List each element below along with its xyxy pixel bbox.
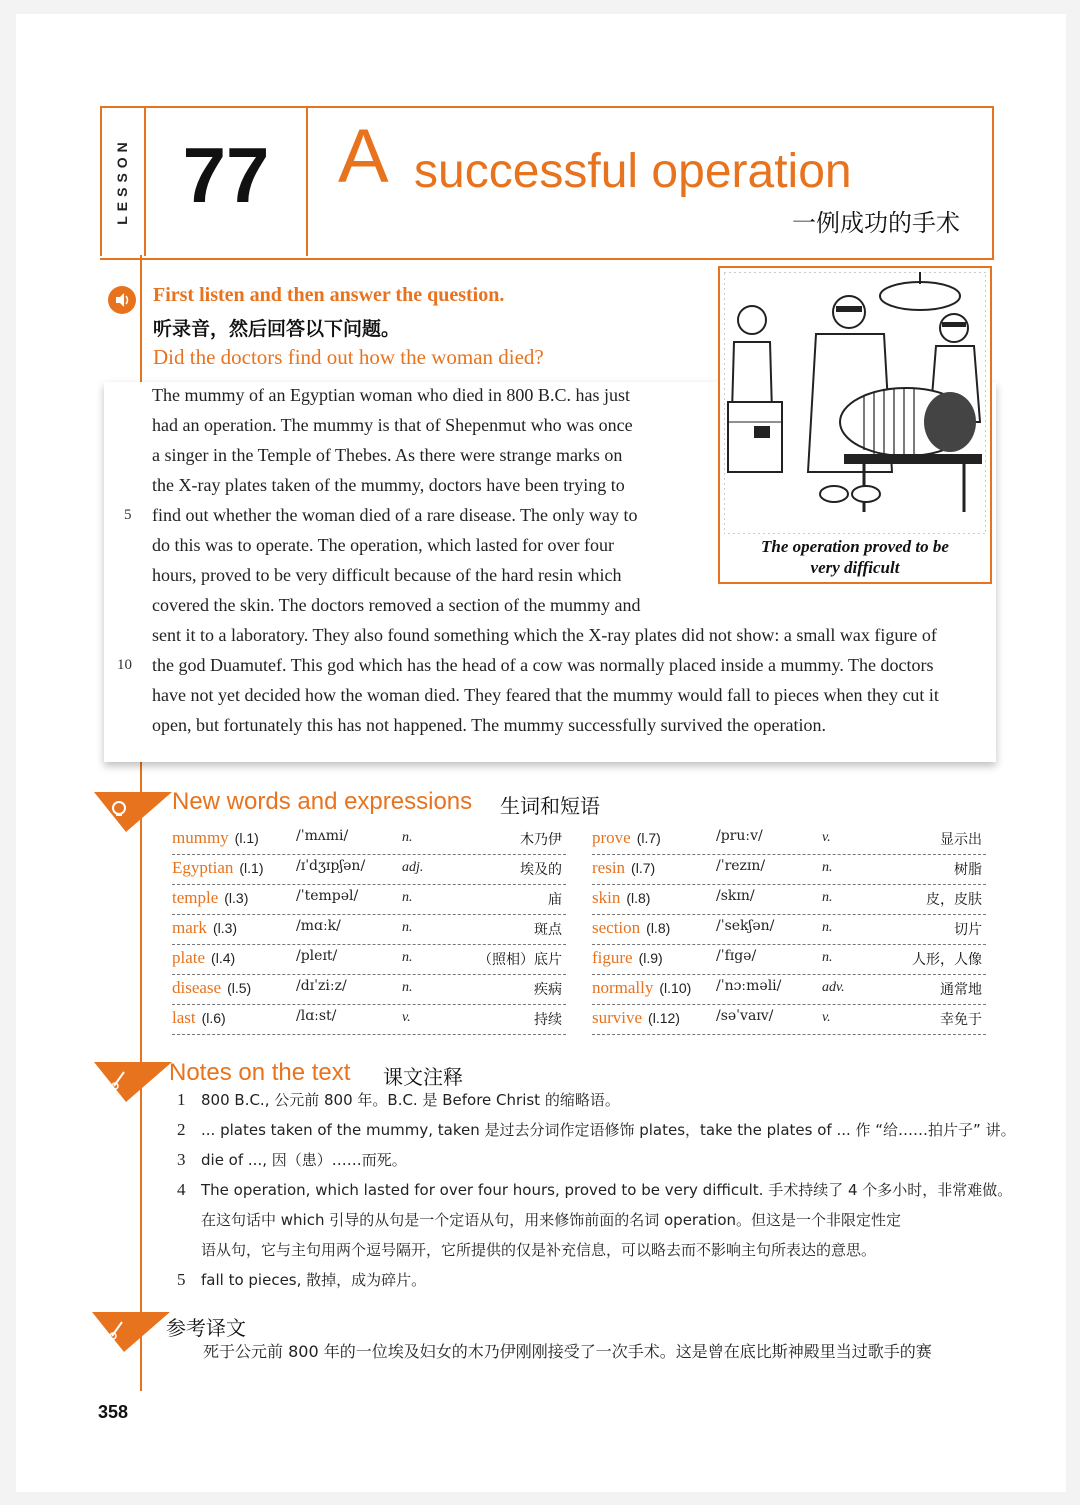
pen-nib-icon [92,1306,170,1352]
title-initial: A [338,114,389,199]
vocab-row [592,976,986,1005]
vocab-pos: n. [822,860,833,875]
vocab-word: survive (l.12) [592,1008,680,1027]
question-instruction-cn: 听录音，然后回答以下问题。 [153,318,401,340]
pen-nib-icon [94,1056,172,1102]
vocab-pos: n. [822,920,833,935]
vocab-word: last (l.6) [172,1008,226,1027]
note-item: 2 ... plates taken of the mummy, taken 是过去分词作定语修饰 plates，take the plates of ... 作 “给……拍片子” 讲。 [177,1120,1016,1139]
note-item-continuation: 语从句，它与主句用两个逗号隔开，它所提供的仅是补充信息，可以略去而不影响主句所表达的意思。 [201,1241,877,1259]
note-item: 3 die of ..., 因（患）……而死。 [177,1150,407,1169]
operation-illustration [724,272,986,534]
new-words-title-cn: 生词和短语 [500,794,600,818]
notes-title-cn: 课文注释 [383,1065,463,1089]
passage-line: The mummy of an Egyptian woman who died in 800 B.C. has just [152,385,630,405]
vocab-pos: v. [822,1010,831,1025]
vocab-word: prove (l.7) [592,828,661,847]
vocab-pos: n. [402,980,413,995]
vocab-pos: n. [822,950,833,965]
passage-line: open, but fortunately this has not happened. The mummy successfully survived the operation. [152,715,827,735]
vocab-meaning: 埃及的 [520,862,562,878]
vocab-pos: adj. [402,860,424,875]
passage-line: sent it to a laboratory. They also found something which the X-ray plates did not show: a small wax figure of [152,625,937,645]
vocab-meaning: 持续 [534,1012,562,1028]
vocab-pos: n. [402,950,413,965]
vocab-row [592,886,986,915]
line-number: 10 [117,657,132,673]
vocab-meaning: （照相）底片 [478,952,562,968]
vocab-word: skin (l.8) [592,888,651,907]
vocab-phonetic: /lɑːst/ [296,1008,337,1024]
vocab-meaning: 疾病 [534,982,562,998]
passage-line: do this was to operate. The operation, which lasted for over four [152,535,615,555]
vocab-row [172,856,566,885]
vocab-word: resin (l.7) [592,858,656,877]
audio-speaker-icon[interactable] [108,286,136,314]
passage-line: covered the skin. The doctors removed a section of the mummy and [152,595,641,615]
vocab-phonetic: /ˈtempəl/ [296,888,359,904]
vocab-word: Egyptian (l.1) [172,858,264,877]
vocab-word: mummy (l.1) [172,828,259,847]
question-text: Did the doctors find out how the woman died? [153,345,544,369]
vocab-row [172,946,566,975]
lightbulb-icon [94,786,172,832]
vocab-row [592,826,986,855]
vocab-word: figure (l.9) [592,948,663,967]
vocab-phonetic: /ɪˈdʒɪpʃən/ [296,858,366,874]
vocab-pos: n. [402,830,413,845]
translation-line: 死于公元前 800 年的一位埃及妇女的木乃伊刚刚接受了一次手术。这是曾在底比斯神殿里当过歌手的赛 [203,1342,932,1361]
vocab-word: temple (l.3) [172,888,249,907]
vocab-row [172,1006,566,1035]
vocab-row [592,1006,986,1035]
lesson-label: LESSON [114,137,130,225]
vocab-word: section (l.8) [592,918,671,937]
vocab-pos: v. [822,830,831,845]
vocab-phonetic: /ˈfɪgə/ [716,948,757,964]
vocab-word: disease (l.5) [172,978,252,997]
note-item: 4 The operation, which lasted for over four hours, proved to be very difficult. 手术持续了 4 个多小时，非常难做。 [177,1180,1013,1199]
vocab-pos: v. [402,1010,411,1025]
note-item: 1 800 B.C., 公元前 800 年。B.C. 是 Before Christ 的缩略语。 [177,1090,620,1109]
passage-line: the X-ray plates taken of the mummy, doctors have been trying to [152,475,625,495]
lesson-title-cn: 一例成功的手术 [792,209,960,237]
vocab-meaning: 幸免于 [940,1012,982,1028]
translation-title: 参考译文 [166,1316,246,1340]
line-number: 5 [124,507,132,523]
vocab-row [172,826,566,855]
notes-title: Notes on the text [169,1059,351,1086]
illustration-caption: The operation proved to be very difficult [761,537,949,577]
passage-line: had an operation. The mummy is that of Shepenmut who was once [152,415,633,435]
note-item: 5 fall to pieces, 散掉，成为碎片。 [177,1270,427,1289]
vocab-meaning: 显示出 [940,832,982,848]
vocab-phonetic: /skɪn/ [716,888,755,904]
vocab-row [592,916,986,945]
vocab-phonetic: /pruːv/ [716,828,763,844]
vocab-phonetic: /ˈnɔːməli/ [716,978,782,994]
vocab-row [172,976,566,1005]
vocab-phonetic: /ˈsekʃən/ [716,918,775,934]
vocab-phonetic: /ˈmʌmi/ [296,828,349,844]
vocab-phonetic: /səˈvaɪv/ [716,1008,774,1024]
passage-line: have not yet decided how the woman died. They feared that the mummy would fall to pieces when they cut it [152,685,939,705]
vocab-meaning: 人形，人像 [912,952,982,968]
passage-line: find out whether the woman died of a rare disease. The only way to [152,505,638,525]
vocab-row [172,886,566,915]
vocab-pos: adv. [822,980,845,995]
vocab-word: plate (l.4) [172,948,236,967]
vocab-meaning: 切片 [954,922,982,938]
vocab-meaning: 斑点 [534,922,562,938]
passage-line: a singer in the Temple of Thebes. As there were strange marks on [152,445,623,465]
passage-line: hours, proved to be very difficult because of the hard resin which [152,565,622,585]
vocab-meaning: 庙 [548,892,562,908]
vocab-pos: n. [402,920,413,935]
lesson-number: 77 [182,131,270,219]
passage-line: the god Duamutef. This god which has the head of a cow was normally placed inside a mummy. The doctors [152,655,934,675]
vocab-row [172,916,566,945]
vocab-phonetic: /ˈrezɪn/ [716,858,766,874]
header-divider [306,106,308,256]
vocab-phonetic: /pleɪt/ [296,948,338,964]
lesson-title: successful operation [414,145,852,198]
vocab-pos: n. [822,890,833,905]
vocab-meaning: 树脂 [954,862,982,878]
page-number: 358 [98,1402,129,1422]
vocab-row [592,856,986,885]
vocab-word: normally (l.10) [592,978,692,997]
vocab-meaning: 木乃伊 [520,832,562,848]
vocab-meaning: 皮，皮肤 [926,892,982,908]
vocab-meaning: 通常地 [940,982,982,998]
question-instruction: First listen and then answer the question. [153,284,505,306]
vocab-row [592,946,986,975]
vocab-phonetic: /mɑːk/ [296,918,341,934]
vocab-pos: n. [402,890,413,905]
illustration-frame [718,266,992,584]
new-words-title: New words and expressions [172,788,473,815]
vocab-phonetic: /dɪˈziːz/ [296,978,347,994]
vocab-word: mark (l.3) [172,918,238,937]
note-item-continuation: 在这句话中 which 引导的从句是一个定语从句，用来修饰前面的名词 operation。但这是一个非限定性定 [201,1211,902,1229]
